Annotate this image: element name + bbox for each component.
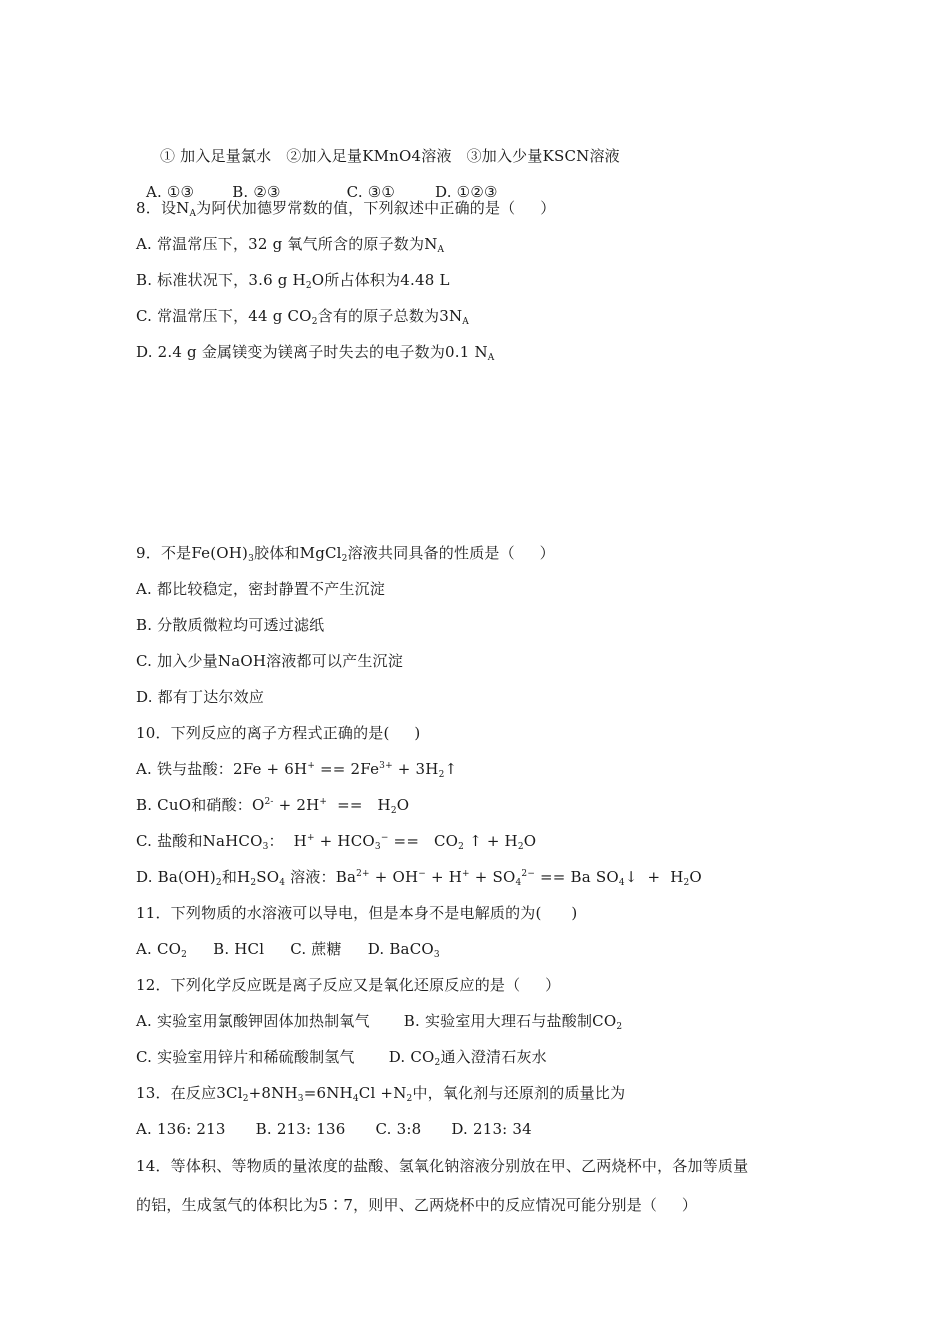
- q13-stem-text-4: Cl +N: [358, 1084, 407, 1102]
- q10-d-sub: 2: [215, 878, 222, 888]
- q7-choice-a: A. ①③: [145, 183, 195, 201]
- q12-choices-ab: [136, 1011, 622, 1031]
- q10-option-a: [136, 759, 457, 779]
- q13-sub-1: 2: [242, 1094, 249, 1104]
- q10-d-sup: 2+: [356, 869, 370, 879]
- q13-choice-a: A. 136: 213: [136, 1120, 226, 1138]
- q10-d-text-3: SO: [256, 868, 280, 886]
- q10-d-text-9: ↓ + H: [624, 868, 684, 886]
- q14-stem-line-1: 14．等体积、等物质的量浓度的盐酸、氢氧化钠溶液分别放在甲、乙两烧杯中，各加等质量: [136, 1157, 749, 1175]
- q13-sub-4: 2: [406, 1094, 413, 1104]
- q10-c-text-6: O: [523, 832, 537, 850]
- q10-d-sub-2: 2: [250, 878, 257, 888]
- q10-d-text-7: + SO: [469, 868, 516, 886]
- q10-d-text-4: 溶液：Ba: [285, 868, 357, 886]
- q10-c-sub: 3: [262, 842, 269, 852]
- q11-choice-d-sub: 3: [433, 950, 440, 960]
- q8-c-text-2: 含有的原子总数为3N: [317, 307, 463, 325]
- q13-stem-text-2: +8NH: [248, 1084, 298, 1102]
- q10-b-sub: 2: [390, 806, 397, 816]
- q10-c-sup-2: −: [380, 833, 389, 843]
- q13-stem: [136, 1083, 625, 1103]
- q10-a-sup-2: 3+: [379, 761, 393, 771]
- q10-d-sup-2: −: [418, 869, 427, 879]
- q9-option-d: D. 都有丁达尔效应: [136, 688, 265, 706]
- q10-stem: 10．下列反应的离子方程式正确的是( ): [136, 724, 421, 742]
- q7-options-text: ① 加入足量氯水 ②加入足量KMnO4溶液 ③加入少量KSCN溶液: [159, 147, 620, 165]
- q10-b-text-4: O: [396, 796, 410, 814]
- q10-option-c: [136, 831, 536, 851]
- q8-c-sub-2: A: [462, 317, 469, 327]
- q10-d-sub-5: 4: [618, 878, 625, 888]
- q10-b-text-3: == H: [327, 796, 391, 814]
- q9-option-b: B. 分散质微粒均可透过滤纸: [136, 616, 325, 634]
- q10-d-text-8: == Ba SO: [535, 868, 619, 886]
- q10-b-sup-2: +: [319, 797, 328, 807]
- q10-d-text-5: + OH: [369, 868, 419, 886]
- q10-c-sup: +: [306, 833, 315, 843]
- q9-option-a: A. 都比较稳定，密封静置不产生沉淀: [136, 580, 385, 598]
- q10-d-text-6: + H: [426, 868, 463, 886]
- q12-choice-c: C. 实验室用锌片和稀硫酸制氢气: [136, 1048, 355, 1066]
- q12-choice-a: A. 实验室用氯酸钾固体加热制氧气: [136, 1012, 370, 1030]
- q10-option-d: [136, 867, 702, 887]
- q10-c-text-2: ： H: [268, 832, 307, 850]
- q12-choices-cd: [136, 1047, 547, 1067]
- q13-sub-3: 4: [352, 1094, 359, 1104]
- q10-a-text-3: + 3H: [392, 760, 439, 778]
- q12-choice-d: D. CO: [388, 1048, 435, 1066]
- q10-c-text-5: ↑ + H: [464, 832, 518, 850]
- q8-b-text-2: O所占体积为4.48 L: [311, 271, 450, 289]
- q7-choices: [136, 162, 498, 202]
- q12-choice-b: B. 实验室用大理石与盐酸制CO: [403, 1012, 617, 1030]
- q10-d-sub-3: 4: [279, 878, 286, 888]
- q9-stem-text-2: 胶体和MgCl: [254, 544, 342, 562]
- q9-stem-sub-2: 2: [341, 554, 348, 564]
- q8-option-b: [136, 270, 450, 290]
- q8-d-text: D. 2.4 g 金属镁变为镁离子时失去的电子数为0.1 N: [136, 343, 488, 361]
- q11-choices: [136, 939, 440, 959]
- q10-a-text: A. 铁与盐酸：2Fe + 6H: [136, 760, 308, 778]
- q8-option-c: [136, 306, 469, 326]
- q10-b-sup: 2-: [264, 797, 274, 807]
- q9-stem: [136, 543, 555, 563]
- q12-choice-d-text-2: 通入澄清石灰水: [440, 1048, 547, 1066]
- q13-stem-text-5: 中，氧化剂与还原剂的质量比为: [412, 1084, 626, 1102]
- q8-option-a: [136, 234, 444, 254]
- q10-a-sup: +: [307, 761, 316, 771]
- q8-c-text: C. 常温常压下，44 g CO: [136, 307, 312, 325]
- q8-stem-sub: A: [189, 209, 197, 219]
- q12-choice-d-sub: 2: [434, 1058, 441, 1068]
- q10-c-sub-3: 2: [458, 842, 465, 852]
- q13-stem-text: 13．在反应3Cl: [136, 1084, 243, 1102]
- q10-d-sup-3: +: [462, 869, 470, 879]
- q8-a-text: A. 常温常压下，32 g 氧气所含的原子数为N: [136, 235, 438, 253]
- q13-choices: [136, 1119, 532, 1139]
- q9-stem-text-3: 溶液共同具备的性质是（ ）: [347, 544, 555, 562]
- q13-choice-b: B. 213: 136: [255, 1120, 346, 1138]
- q13-choice-c: C. 3:8: [375, 1120, 422, 1138]
- q8-option-d: [136, 342, 494, 362]
- q11-choice-d: D. BaCO: [367, 940, 434, 958]
- q11-stem: 11．下列物质的水溶液可以导电，但是本身不是电解质的为( ): [136, 904, 578, 922]
- q8-stem-text-2: 为阿伏加德罗常数的值，下列叙述中正确的是（ ）: [196, 199, 556, 217]
- q10-d-sub-4: 4: [515, 878, 522, 888]
- q10-d-text-10: O: [689, 868, 702, 886]
- q10-option-b: [136, 795, 409, 815]
- q10-c-text: C. 盐酸和NaHCO: [136, 832, 263, 850]
- q10-d-text: D. Ba(OH): [136, 868, 216, 886]
- q9-option-c: C. 加入少量NaOH溶液都可以产生沉淀: [136, 652, 403, 670]
- q10-c-sub-2: 3: [374, 842, 381, 852]
- q10-c-sub-4: 2: [517, 842, 524, 852]
- q8-stem-text: 8．设N: [136, 199, 190, 217]
- q11-choice-a: A. CO: [136, 940, 182, 958]
- q8-c-sub: 2: [311, 317, 318, 327]
- q7-choice-c: C. ③①: [346, 183, 396, 201]
- q10-d-text-2: 和H: [221, 868, 251, 886]
- q10-d-sup-4: 2−: [521, 869, 536, 879]
- q8-b-sub: 2: [305, 281, 312, 291]
- q12-stem: 12．下列化学反应既是离子反应又是氧化还原反应的是（ ）: [136, 976, 561, 994]
- q7-options-line: [150, 126, 620, 166]
- q13-choice-d: D. 213: 34: [451, 1120, 532, 1138]
- q10-c-text-3: + HCO: [314, 832, 375, 850]
- q10-a-arrow: ↑: [444, 760, 458, 778]
- q9-stem-text: 9．不是Fe(OH): [136, 544, 249, 562]
- q11-choice-b: B. HCl: [213, 940, 265, 958]
- q8-a-sub: A: [437, 245, 445, 255]
- q13-sub-2: 3: [297, 1094, 304, 1104]
- q8-d-sub: A: [487, 353, 495, 363]
- q10-b-text-2: + 2H: [273, 796, 320, 814]
- q8-b-text: B. 标准状况下，3.6 g H: [136, 271, 306, 289]
- q10-a-text-2: == 2Fe: [315, 760, 380, 778]
- q7-choice-d: D. ①②③: [435, 183, 498, 201]
- q12-choice-b-sub: 2: [616, 1022, 623, 1032]
- q11-choice-c: C. 蔗糖: [290, 940, 342, 958]
- q14-stem-line-2: 的铝，生成氢气的体积比为5∶7，则甲、乙两烧杯中的反应情况可能分别是（ ）: [136, 1196, 698, 1214]
- q11-choice-a-sub: 2: [181, 950, 188, 960]
- q7-choice-b: B. ②③: [232, 183, 281, 201]
- q8-stem: [136, 198, 555, 218]
- q10-b-text: B. CuO和硝酸：O: [136, 796, 265, 814]
- q10-c-text-4: == CO: [388, 832, 459, 850]
- q9-stem-sub: 3: [248, 554, 255, 564]
- q13-stem-text-3: =6NH: [303, 1084, 353, 1102]
- q10-d-sub-6: 2: [683, 878, 690, 888]
- q10-a-sub: 2: [438, 770, 445, 780]
